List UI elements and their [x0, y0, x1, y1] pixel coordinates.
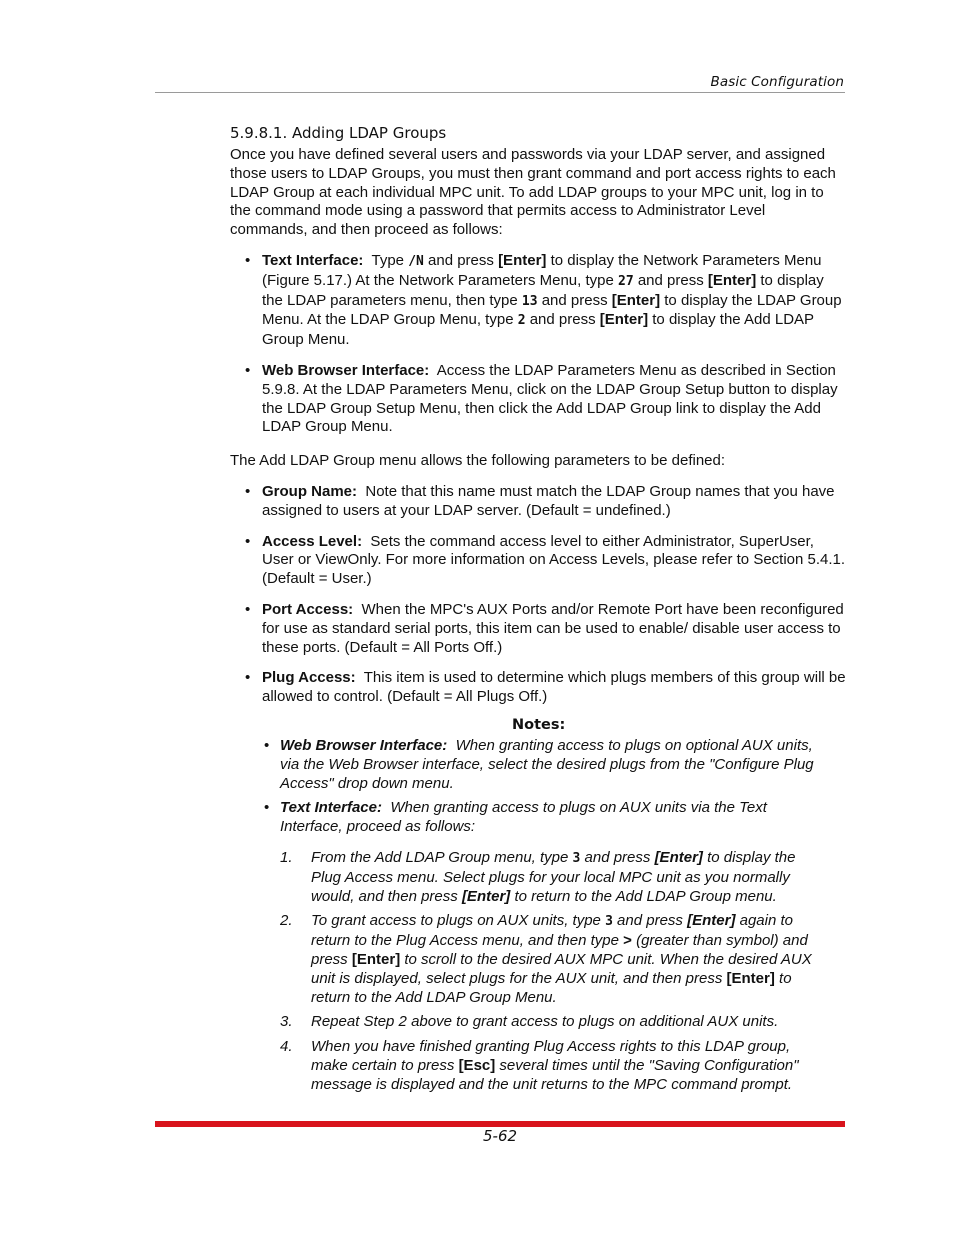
param-access-level: • Access Level: Sets the command access level to either Administrator, SuperUser, User or ViewOnly. For more information on Access Levels, please refer to Section 5.4.1. (Default = User.) — [245, 532, 846, 588]
param-plug-access: • Plug Access: This item is used to determine which plugs members of this group will be allowed to control. (Default = All Plugs Off.) — [245, 669, 846, 706]
param-group-name: • Group Name: Note that this name must match the LDAP Group names that you have assigned to users at your LDAP server. (Default = undefined.) — [245, 483, 835, 519]
step-1: 1. From the Add LDAP Group menu, type 3 and press [Enter] to display the Plug Access menu. Select plugs for your local MPC unit as you normally would, and then press [Enter] to return to the Add LDAP Group menu. — [280, 849, 796, 905]
params-intro-block — [230, 452, 846, 471]
parameter-list — [230, 483, 846, 707]
step-3: 3. Repeat Step 2 above to grant access to plugs on additional AUX units. — [280, 1013, 779, 1031]
steps-list — [280, 849, 826, 1095]
section-title: 5.9.8.1. Adding LDAP Groups — [230, 124, 447, 142]
param-port-access: • Port Access: When the MPC's AUX Ports and/or Remote Port have been reconfigured for use as standard serial ports, this item can be used to enable/ disable user access to these ports. (Default = All Ports Off.) — [245, 600, 844, 656]
notes-list — [262, 737, 822, 837]
intro-paragraph: Once you have defined several users and passwords via your LDAP server, and assigned those users to LDAP Groups, you must then grant command and port access rights to each LDAP Group at each individual MPC unit. To add LDAP groups to your MPC unit, log in to the command mode using a password that permits access to Administrator Level commands, and then proceed as follows: — [230, 146, 836, 239]
step-2: 2. To grant access to plugs on AUX units, type 3 and press [Enter] again to return to the Plug Access menu, and then type > (greater than symbol) and press [Enter] to scroll to the desired AUX MPC unit. When the desired AUX unit is displayed, select plugs for the AUX unit, and then press [Enter] to return to the Add LDAP Group Menu. — [280, 912, 812, 1006]
header-divider — [155, 92, 845, 93]
params-intro: The Add LDAP Group menu allows the following parameters to be defined: — [230, 452, 726, 469]
notes-heading: Notes: — [512, 717, 566, 733]
note-text-interface: • Text Interface: When granting access to plugs on AUX units via the Text Interface, proceed as follows: — [264, 799, 767, 836]
step-4: 4. When you have finished granting Plug Access rights to this LDAP group, make certain to press [Esc] several times until the "Saving Configuration" message is displayed and the unit returns to the MPC command prompt. — [280, 1038, 799, 1093]
note-web-interface: • Web Browser Interface: When granting access to plugs on optional AUX units, via the Web Browser interface, select the desired plugs from the "Configure Plug Access" drop down menu. — [264, 737, 814, 792]
access-methods — [230, 252, 846, 437]
access-method-text-interface: • Text Interface: Type /N and press [Enter] to display the Network Parameters Menu (Figure 5.17.) At the Network Parameters Menu, type 27 and press [Enter] to display the LDAP parameters menu, then type 13 and press [Enter] to display the LDAP Group Menu. At the LDAP Group Menu, type 2 and press [Enter] to display the Add LDAP Group Menu. — [245, 252, 842, 349]
access-method-web-interface: • Web Browser Interface: Access the LDAP Parameters Menu as described in Section 5.9.8. At the LDAP Parameters Menu, click on the LDAP Group Setup button to display the LDAP Group Setup Menu, then click the Add LDAP Group link to display the Add LDAP Group Menu. — [245, 361, 838, 436]
running-header: Basic Configuration — [710, 74, 844, 90]
intro-block — [230, 146, 846, 240]
page-number: 5-62 — [483, 1127, 518, 1145]
